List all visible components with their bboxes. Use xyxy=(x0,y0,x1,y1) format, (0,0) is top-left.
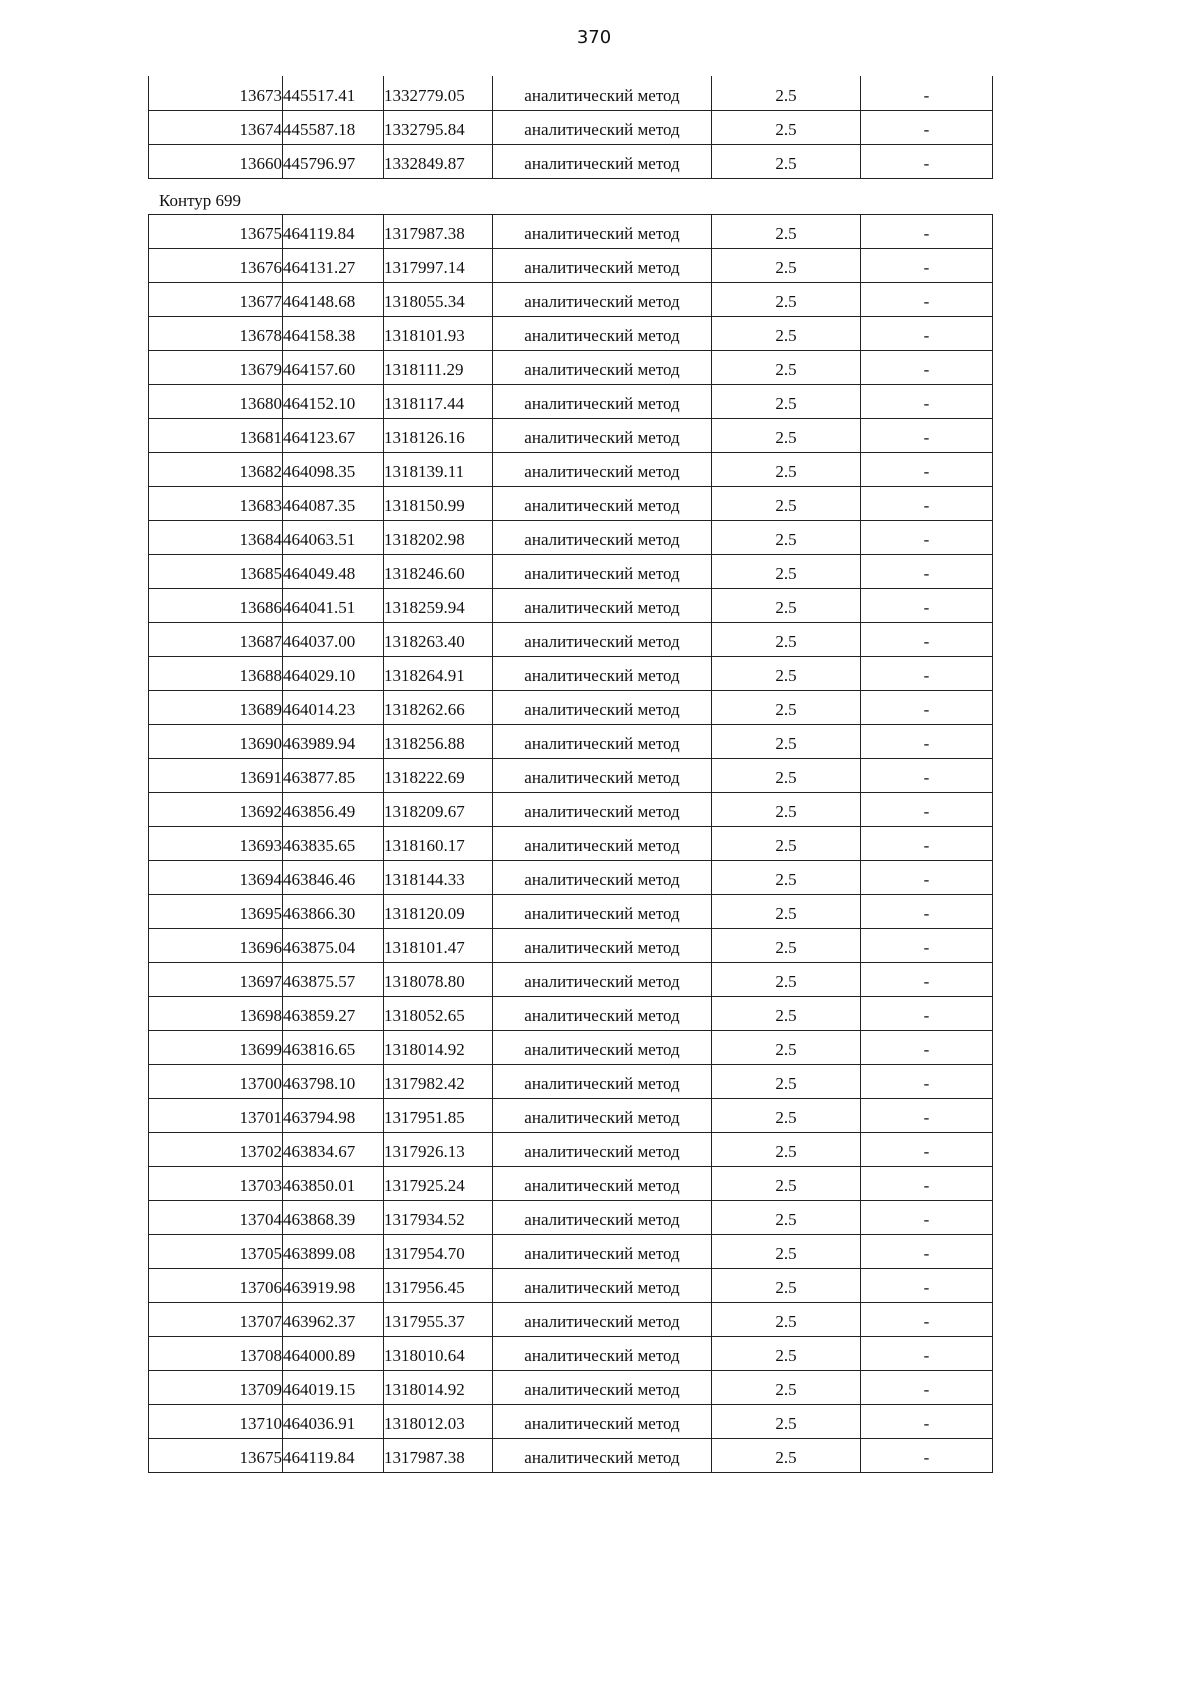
description-cell: - xyxy=(861,283,993,317)
x-coordinate-cell: 463859.27 xyxy=(283,997,384,1031)
table-row xyxy=(149,1371,993,1405)
table-row xyxy=(149,623,993,657)
point-number-cell: 13710 xyxy=(149,1405,283,1439)
accuracy-cell: 2.5 xyxy=(712,1337,861,1371)
method-cell: аналитический метод xyxy=(493,453,712,487)
point-number-cell: 13691 xyxy=(149,759,283,793)
y-coordinate-cell: 1318202.98 xyxy=(384,521,493,555)
method-cell: аналитический метод xyxy=(493,1303,712,1337)
method-cell: аналитический метод xyxy=(493,76,712,110)
x-coordinate-cell: 464049.48 xyxy=(283,555,384,589)
point-number-cell: 13708 xyxy=(149,1337,283,1371)
table-row xyxy=(149,555,993,589)
accuracy-cell: 2.5 xyxy=(712,1405,861,1439)
y-coordinate-cell: 1318101.47 xyxy=(384,929,493,963)
accuracy-cell: 2.5 xyxy=(712,793,861,827)
description-cell: - xyxy=(861,1439,993,1473)
x-coordinate-cell: 463850.01 xyxy=(283,1167,384,1201)
method-cell: аналитический метод xyxy=(493,1235,712,1269)
x-coordinate-cell: 464063.51 xyxy=(283,521,384,555)
accuracy-cell: 2.5 xyxy=(712,1303,861,1337)
accuracy-cell: 2.5 xyxy=(712,487,861,521)
method-cell: аналитический метод xyxy=(493,351,712,385)
method-cell: аналитический метод xyxy=(493,861,712,895)
accuracy-cell: 2.5 xyxy=(712,110,861,144)
y-coordinate-cell: 1318012.03 xyxy=(384,1405,493,1439)
method-cell: аналитический метод xyxy=(493,1099,712,1133)
description-cell: - xyxy=(861,317,993,351)
point-number-cell: 13706 xyxy=(149,1269,283,1303)
table-row xyxy=(149,827,993,861)
y-coordinate-cell: 1318256.88 xyxy=(384,725,493,759)
method-cell: аналитический метод xyxy=(493,623,712,657)
point-number-cell: 13693 xyxy=(149,827,283,861)
point-number-cell: 13689 xyxy=(149,691,283,725)
x-coordinate-cell: 464014.23 xyxy=(283,691,384,725)
accuracy-cell: 2.5 xyxy=(712,76,861,110)
description-cell: - xyxy=(861,144,993,178)
accuracy-cell: 2.5 xyxy=(712,453,861,487)
description-cell: - xyxy=(861,657,993,691)
table-row xyxy=(149,249,993,283)
method-cell: аналитический метод xyxy=(493,385,712,419)
description-cell: - xyxy=(861,759,993,793)
y-coordinate-cell: 1317987.38 xyxy=(384,215,493,249)
x-coordinate-cell: 464000.89 xyxy=(283,1337,384,1371)
description-cell: - xyxy=(861,385,993,419)
table-row xyxy=(149,110,993,144)
description-cell: - xyxy=(861,1337,993,1371)
point-number-cell: 13692 xyxy=(149,793,283,827)
point-number-cell: 13709 xyxy=(149,1371,283,1405)
description-cell: - xyxy=(861,1099,993,1133)
description-cell: - xyxy=(861,487,993,521)
method-cell: аналитический метод xyxy=(493,1371,712,1405)
description-cell: - xyxy=(861,1065,993,1099)
table-row xyxy=(149,759,993,793)
x-coordinate-cell: 445587.18 xyxy=(283,110,384,144)
accuracy-cell: 2.5 xyxy=(712,861,861,895)
table-body xyxy=(149,76,993,178)
description-cell: - xyxy=(861,1133,993,1167)
table-row xyxy=(149,1303,993,1337)
method-cell: аналитический метод xyxy=(493,1031,712,1065)
description-cell: - xyxy=(861,419,993,453)
method-cell: аналитический метод xyxy=(493,657,712,691)
accuracy-cell: 2.5 xyxy=(712,1031,861,1065)
table-row xyxy=(149,317,993,351)
description-cell: - xyxy=(861,861,993,895)
table-row xyxy=(149,1099,993,1133)
point-number-cell: 13678 xyxy=(149,317,283,351)
method-cell: аналитический метод xyxy=(493,555,712,589)
point-number-cell: 13684 xyxy=(149,521,283,555)
description-cell: - xyxy=(861,1235,993,1269)
y-coordinate-cell: 1317955.37 xyxy=(384,1303,493,1337)
accuracy-cell: 2.5 xyxy=(712,997,861,1031)
method-cell: аналитический метод xyxy=(493,725,712,759)
method-cell: аналитический метод xyxy=(493,1439,712,1473)
table-row xyxy=(149,521,993,555)
y-coordinate-cell: 1318209.67 xyxy=(384,793,493,827)
accuracy-cell: 2.5 xyxy=(712,725,861,759)
point-number-cell: 13700 xyxy=(149,1065,283,1099)
point-number-cell: 13701 xyxy=(149,1099,283,1133)
x-coordinate-cell: 463856.49 xyxy=(283,793,384,827)
y-coordinate-cell: 1332849.87 xyxy=(384,144,493,178)
table-row xyxy=(149,1269,993,1303)
description-cell: - xyxy=(861,895,993,929)
x-coordinate-cell: 463835.65 xyxy=(283,827,384,861)
y-coordinate-cell: 1317925.24 xyxy=(384,1167,493,1201)
y-coordinate-cell: 1317954.70 xyxy=(384,1235,493,1269)
description-cell: - xyxy=(861,827,993,861)
method-cell: аналитический метод xyxy=(493,521,712,555)
accuracy-cell: 2.5 xyxy=(712,759,861,793)
method-cell: аналитический метод xyxy=(493,110,712,144)
table-row xyxy=(149,76,993,110)
table-body xyxy=(149,215,993,1473)
x-coordinate-cell: 463875.04 xyxy=(283,929,384,963)
y-coordinate-cell: 1317997.14 xyxy=(384,249,493,283)
method-cell: аналитический метод xyxy=(493,144,712,178)
description-cell: - xyxy=(861,725,993,759)
point-number-cell: 13681 xyxy=(149,419,283,453)
accuracy-cell: 2.5 xyxy=(712,1269,861,1303)
point-number-cell: 13682 xyxy=(149,453,283,487)
table-row xyxy=(149,1405,993,1439)
contour-heading: Контур 699 xyxy=(159,191,242,210)
table-row xyxy=(149,997,993,1031)
table-row xyxy=(149,1065,993,1099)
accuracy-cell: 2.5 xyxy=(712,1099,861,1133)
method-cell: аналитический метод xyxy=(493,1065,712,1099)
table-row xyxy=(149,691,993,725)
method-cell: аналитический метод xyxy=(493,895,712,929)
table-row xyxy=(149,487,993,521)
y-coordinate-cell: 1318014.92 xyxy=(384,1371,493,1405)
table-row xyxy=(149,861,993,895)
x-coordinate-cell: 464152.10 xyxy=(283,385,384,419)
table-row xyxy=(149,453,993,487)
accuracy-cell: 2.5 xyxy=(712,1371,861,1405)
description-cell: - xyxy=(861,1201,993,1235)
point-number-cell: 13687 xyxy=(149,623,283,657)
description-cell: - xyxy=(861,110,993,144)
table-row xyxy=(149,1031,993,1065)
point-number-cell: 13703 xyxy=(149,1167,283,1201)
x-coordinate-cell: 445796.97 xyxy=(283,144,384,178)
description-cell: - xyxy=(861,929,993,963)
x-coordinate-cell: 464098.35 xyxy=(283,453,384,487)
method-cell: аналитический метод xyxy=(493,589,712,623)
description-cell: - xyxy=(861,1405,993,1439)
table-row xyxy=(149,589,993,623)
accuracy-cell: 2.5 xyxy=(712,317,861,351)
point-number-cell: 13688 xyxy=(149,657,283,691)
point-number-cell: 13704 xyxy=(149,1201,283,1235)
method-cell: аналитический метод xyxy=(493,1405,712,1439)
table-row xyxy=(149,1167,993,1201)
y-coordinate-cell: 1332779.05 xyxy=(384,76,493,110)
accuracy-cell: 2.5 xyxy=(712,589,861,623)
method-cell: аналитический метод xyxy=(493,1269,712,1303)
y-coordinate-cell: 1318262.66 xyxy=(384,691,493,725)
x-coordinate-cell: 464041.51 xyxy=(283,589,384,623)
description-cell: - xyxy=(861,351,993,385)
x-coordinate-cell: 464087.35 xyxy=(283,487,384,521)
table-row xyxy=(149,1337,993,1371)
point-number-cell: 13707 xyxy=(149,1303,283,1337)
table-row xyxy=(149,1201,993,1235)
point-number-cell: 13702 xyxy=(149,1133,283,1167)
point-number-cell: 13685 xyxy=(149,555,283,589)
x-coordinate-cell: 463875.57 xyxy=(283,963,384,997)
method-cell: аналитический метод xyxy=(493,929,712,963)
accuracy-cell: 2.5 xyxy=(712,1065,861,1099)
accuracy-cell: 2.5 xyxy=(712,521,861,555)
point-number-cell: 13680 xyxy=(149,385,283,419)
point-number-cell: 13673 xyxy=(149,76,283,110)
y-coordinate-cell: 1318078.80 xyxy=(384,963,493,997)
y-coordinate-cell: 1318139.11 xyxy=(384,453,493,487)
method-cell: аналитический метод xyxy=(493,317,712,351)
table-row xyxy=(149,419,993,453)
y-coordinate-cell: 1318263.40 xyxy=(384,623,493,657)
point-number-cell: 13698 xyxy=(149,997,283,1031)
method-cell: аналитический метод xyxy=(493,283,712,317)
method-cell: аналитический метод xyxy=(493,1337,712,1371)
x-coordinate-cell: 464119.84 xyxy=(283,1439,384,1473)
method-cell: аналитический метод xyxy=(493,249,712,283)
point-number-cell: 13686 xyxy=(149,589,283,623)
x-coordinate-cell: 463794.98 xyxy=(283,1099,384,1133)
coordinates-table-contour xyxy=(148,214,993,1473)
method-cell: аналитический метод xyxy=(493,419,712,453)
x-coordinate-cell: 464036.91 xyxy=(283,1405,384,1439)
table-row xyxy=(149,793,993,827)
x-coordinate-cell: 463919.98 xyxy=(283,1269,384,1303)
y-coordinate-cell: 1318126.16 xyxy=(384,419,493,453)
description-cell: - xyxy=(861,555,993,589)
page-number: 370 xyxy=(576,27,612,48)
description-cell: - xyxy=(861,623,993,657)
y-coordinate-cell: 1318264.91 xyxy=(384,657,493,691)
accuracy-cell: 2.5 xyxy=(712,1235,861,1269)
x-coordinate-cell: 463816.65 xyxy=(283,1031,384,1065)
description-cell: - xyxy=(861,521,993,555)
accuracy-cell: 2.5 xyxy=(712,895,861,929)
y-coordinate-cell: 1317982.42 xyxy=(384,1065,493,1099)
description-cell: - xyxy=(861,793,993,827)
y-coordinate-cell: 1318055.34 xyxy=(384,283,493,317)
method-cell: аналитический метод xyxy=(493,793,712,827)
y-coordinate-cell: 1318117.44 xyxy=(384,385,493,419)
y-coordinate-cell: 1318101.93 xyxy=(384,317,493,351)
accuracy-cell: 2.5 xyxy=(712,1133,861,1167)
accuracy-cell: 2.5 xyxy=(712,1201,861,1235)
table-row xyxy=(149,1133,993,1167)
point-number-cell: 13683 xyxy=(149,487,283,521)
accuracy-cell: 2.5 xyxy=(712,419,861,453)
y-coordinate-cell: 1317987.38 xyxy=(384,1439,493,1473)
y-coordinate-cell: 1318222.69 xyxy=(384,759,493,793)
x-coordinate-cell: 463877.85 xyxy=(283,759,384,793)
method-cell: аналитический метод xyxy=(493,1201,712,1235)
y-coordinate-cell: 1318111.29 xyxy=(384,351,493,385)
point-number-cell: 13696 xyxy=(149,929,283,963)
x-coordinate-cell: 464157.60 xyxy=(283,351,384,385)
description-cell: - xyxy=(861,76,993,110)
description-cell: - xyxy=(861,1371,993,1405)
accuracy-cell: 2.5 xyxy=(712,555,861,589)
description-cell: - xyxy=(861,1303,993,1337)
y-coordinate-cell: 1318120.09 xyxy=(384,895,493,929)
table-row xyxy=(149,144,993,178)
x-coordinate-cell: 463866.30 xyxy=(283,895,384,929)
point-number-cell: 13679 xyxy=(149,351,283,385)
method-cell: аналитический метод xyxy=(493,487,712,521)
method-cell: аналитический метод xyxy=(493,963,712,997)
x-coordinate-cell: 463868.39 xyxy=(283,1201,384,1235)
point-number-cell: 13694 xyxy=(149,861,283,895)
point-number-cell: 13705 xyxy=(149,1235,283,1269)
method-cell: аналитический метод xyxy=(493,1167,712,1201)
table-row xyxy=(149,215,993,249)
accuracy-cell: 2.5 xyxy=(712,963,861,997)
accuracy-cell: 2.5 xyxy=(712,929,861,963)
accuracy-cell: 2.5 xyxy=(712,827,861,861)
y-coordinate-cell: 1318246.60 xyxy=(384,555,493,589)
x-coordinate-cell: 463846.46 xyxy=(283,861,384,895)
x-coordinate-cell: 464037.00 xyxy=(283,623,384,657)
method-cell: аналитический метод xyxy=(493,215,712,249)
x-coordinate-cell: 445517.41 xyxy=(283,76,384,110)
x-coordinate-cell: 463989.94 xyxy=(283,725,384,759)
accuracy-cell: 2.5 xyxy=(712,1167,861,1201)
x-coordinate-cell: 463834.67 xyxy=(283,1133,384,1167)
table-row xyxy=(149,351,993,385)
accuracy-cell: 2.5 xyxy=(712,249,861,283)
x-coordinate-cell: 464158.38 xyxy=(283,317,384,351)
y-coordinate-cell: 1318014.92 xyxy=(384,1031,493,1065)
accuracy-cell: 2.5 xyxy=(712,351,861,385)
y-coordinate-cell: 1318052.65 xyxy=(384,997,493,1031)
point-number-cell: 13675 xyxy=(149,215,283,249)
table-row xyxy=(149,1439,993,1473)
x-coordinate-cell: 464123.67 xyxy=(283,419,384,453)
y-coordinate-cell: 1318150.99 xyxy=(384,487,493,521)
x-coordinate-cell: 464019.15 xyxy=(283,1371,384,1405)
y-coordinate-cell: 1332795.84 xyxy=(384,110,493,144)
description-cell: - xyxy=(861,997,993,1031)
x-coordinate-cell: 464148.68 xyxy=(283,283,384,317)
method-cell: аналитический метод xyxy=(493,997,712,1031)
method-cell: аналитический метод xyxy=(493,1133,712,1167)
y-coordinate-cell: 1317934.52 xyxy=(384,1201,493,1235)
description-cell: - xyxy=(861,1269,993,1303)
point-number-cell: 13676 xyxy=(149,249,283,283)
accuracy-cell: 2.5 xyxy=(712,657,861,691)
accuracy-cell: 2.5 xyxy=(712,1439,861,1473)
y-coordinate-cell: 1318144.33 xyxy=(384,861,493,895)
point-number-cell: 13695 xyxy=(149,895,283,929)
accuracy-cell: 2.5 xyxy=(712,144,861,178)
point-number-cell: 13699 xyxy=(149,1031,283,1065)
accuracy-cell: 2.5 xyxy=(712,283,861,317)
point-number-cell: 13674 xyxy=(149,110,283,144)
x-coordinate-cell: 464131.27 xyxy=(283,249,384,283)
table-row xyxy=(149,929,993,963)
description-cell: - xyxy=(861,691,993,725)
description-cell: - xyxy=(861,215,993,249)
x-coordinate-cell: 463962.37 xyxy=(283,1303,384,1337)
y-coordinate-cell: 1317926.13 xyxy=(384,1133,493,1167)
table-row xyxy=(149,895,993,929)
point-number-cell: 13677 xyxy=(149,283,283,317)
description-cell: - xyxy=(861,1167,993,1201)
x-coordinate-cell: 463798.10 xyxy=(283,1065,384,1099)
method-cell: аналитический метод xyxy=(493,827,712,861)
method-cell: аналитический метод xyxy=(493,691,712,725)
coordinates-table-continued xyxy=(148,76,993,179)
table-row xyxy=(149,385,993,419)
point-number-cell: 13690 xyxy=(149,725,283,759)
y-coordinate-cell: 1317956.45 xyxy=(384,1269,493,1303)
y-coordinate-cell: 1318160.17 xyxy=(384,827,493,861)
y-coordinate-cell: 1318259.94 xyxy=(384,589,493,623)
method-cell: аналитический метод xyxy=(493,759,712,793)
table-row xyxy=(149,657,993,691)
table-row xyxy=(149,1235,993,1269)
description-cell: - xyxy=(861,1031,993,1065)
accuracy-cell: 2.5 xyxy=(712,385,861,419)
point-number-cell: 13697 xyxy=(149,963,283,997)
y-coordinate-cell: 1318010.64 xyxy=(384,1337,493,1371)
table-row xyxy=(149,283,993,317)
description-cell: - xyxy=(861,963,993,997)
accuracy-cell: 2.5 xyxy=(712,215,861,249)
x-coordinate-cell: 464119.84 xyxy=(283,215,384,249)
y-coordinate-cell: 1317951.85 xyxy=(384,1099,493,1133)
description-cell: - xyxy=(861,589,993,623)
point-number-cell: 13675 xyxy=(149,1439,283,1473)
description-cell: - xyxy=(861,453,993,487)
table-row xyxy=(149,963,993,997)
accuracy-cell: 2.5 xyxy=(712,691,861,725)
table-row xyxy=(149,725,993,759)
x-coordinate-cell: 463899.08 xyxy=(283,1235,384,1269)
point-number-cell: 13660 xyxy=(149,144,283,178)
description-cell: - xyxy=(861,249,993,283)
accuracy-cell: 2.5 xyxy=(712,623,861,657)
x-coordinate-cell: 464029.10 xyxy=(283,657,384,691)
